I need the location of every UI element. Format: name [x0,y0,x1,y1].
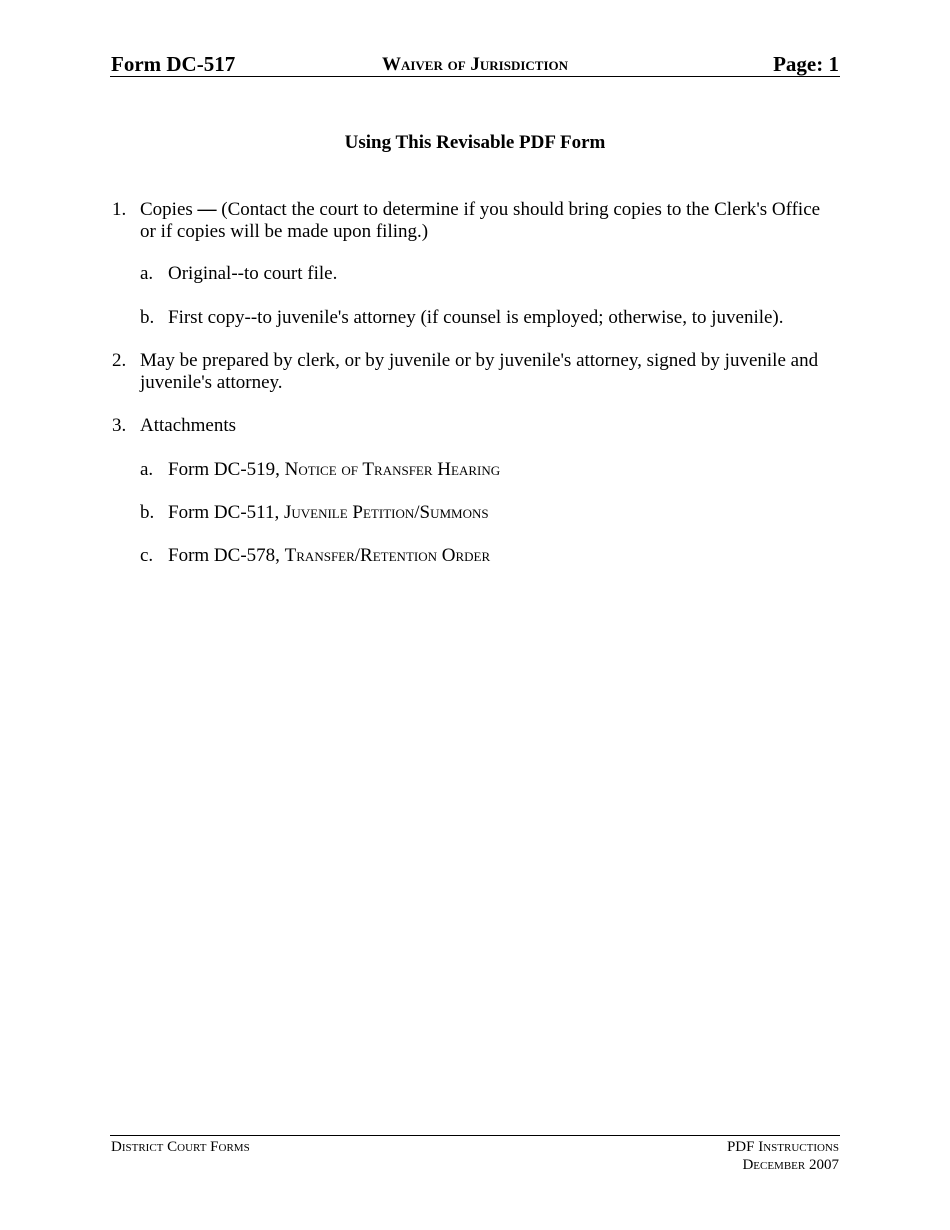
list-item-attachments [112,415,840,437]
form-ref: Form DC-519, [168,459,285,480]
sub-letter: a. [140,459,154,480]
form-ref-title: Notice of Transfer Hearing [284,459,501,480]
sub-letter: a. [140,263,154,284]
form-number: Form DC-517 [111,52,236,76]
page-footer [110,1135,840,1181]
list-text: May be prepared by clerk, or by juvenile or by juvenile's attorney, signed by juvenile and juvenile's attorney. [140,350,819,393]
list-text: Attachments [140,415,237,436]
page-number: Page: 1 [773,52,839,76]
form-title: Waiver of Jurisdiction [381,54,569,75]
sub-text [168,459,840,481]
list-number: 2. [112,350,127,371]
page-header [110,50,840,77]
sub-item-attachment-dc511 [140,502,840,524]
item-body: (Contact the court to determine if you should bring copies to the Clerk's Office or if copies will be made upon filing.) [140,199,821,242]
sub-item-first-copy [140,307,840,329]
footer-right-line2: December 2007 [742,1157,839,1173]
sub-text: First copy--to juvenile's attorney (if counsel is employed; otherwise, to juvenile). [168,307,784,328]
sub-text [168,502,840,524]
sub-item-original [140,263,840,285]
form-ref: Form DC-511, [168,502,284,523]
item-lead: Copies [140,199,193,220]
footer-left: District Court Forms [111,1139,250,1155]
list-item-copies [112,199,840,243]
sub-letter: b. [140,307,155,328]
sub-item-attachment-dc519 [140,459,840,481]
form-ref-title: Transfer/Retention Order [284,545,491,566]
list-number: 1. [112,199,127,220]
sub-text [168,545,840,567]
sub-item-attachment-dc578 [140,545,840,567]
form-ref-title: Juvenile Petition/Summons [283,502,489,523]
list-item-preparation [112,350,840,394]
sub-letter: c. [140,545,154,566]
footer-right-line1: PDF Instructions [726,1139,839,1155]
sub-text: Original--to court file. [168,263,338,284]
section-title: Using This Revisable PDF Form [344,132,606,153]
em-dash: — [192,199,222,220]
list-text [140,199,840,243]
sub-letter: b. [140,502,155,523]
form-ref: Form DC-578, [168,545,285,566]
list-number: 3. [112,415,127,436]
